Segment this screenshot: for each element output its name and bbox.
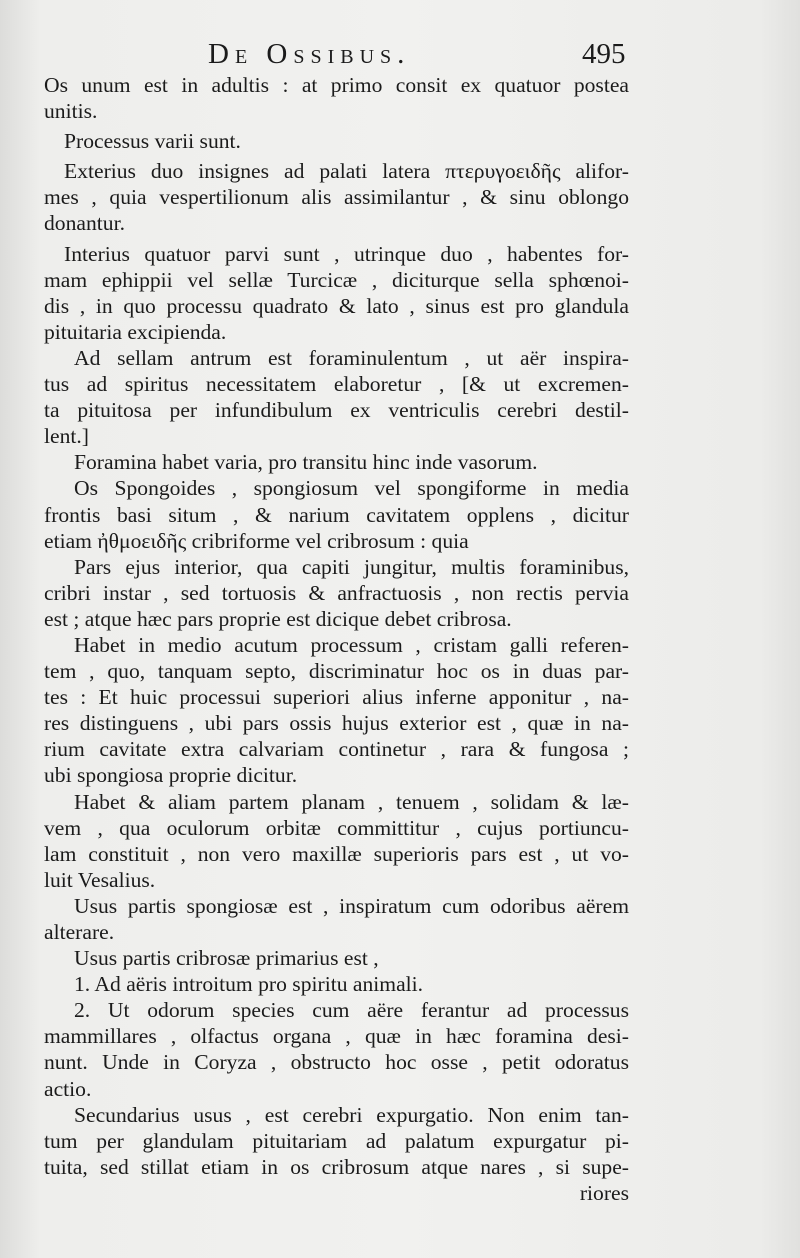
text-line: mes , quia vespertilionum alis assimilantur , & sinu oblongo [44,185,629,210]
text-line: vem , qua oculorum orbitæ committitur , cujus portiuncu- [44,815,629,840]
text-line: 1. Ad aëris introitum pro spiritu animali. [74,972,424,997]
text-line: lam constituit , non vero maxillæ superioris pars est , ut vo- [44,841,629,866]
text-line: actio. [44,1076,92,1101]
text-line: frontis basi situm , & narium cavitatem opplens , dicitur [44,502,629,527]
running-head: De Ossibus. [208,38,411,70]
text-line: donantur. [44,211,125,236]
text-line: Foramina habet varia, pro transitu hinc inde vasorum. [74,450,538,475]
text-line: Secundarius usus , est cerebri expurgatio. Non enim tan- [74,1102,629,1127]
text-line: nunt. Unde in Coryza , obstructo hoc osse , petit odoratus [44,1050,629,1075]
text-line: Pars ejus interior, qua capiti jungitur, multis foraminibus, [74,554,629,579]
text-line: Os unum est in adultis : at primo consit ex quatuor postea [44,73,629,97]
text-line: Processus varii sunt. [64,129,241,154]
text-line: est ; atque hæc pars proprie est dicique debet cribrosa. [44,606,512,631]
text-line: rium cavitate extra calvariam continetur , rara & fungosa ; [44,737,629,762]
text-line: mammillares , olfactus organa , quæ in hæc foramina desi- [44,1024,629,1049]
text-line: res distinguens , ubi pars ossis hujus exterior est , quæ in na- [44,711,629,736]
text-line: pituitaria excipienda. [44,319,227,344]
body-text [44,72,629,1206]
text-line: mam ephippii vel sellæ Turcicæ , diciturque sella sphœnoi- [44,267,629,292]
text-line: tuita, sed stillat etiam in os cribrosum atque nares , si supe- [44,1154,629,1179]
text-line: Exterius duo insignes ad palati latera πτερυγοειδῆς alifor- [64,159,629,184]
text-line: lent.] [44,424,89,449]
text-line: etiam ἠθμοειδῆς cribriforme vel cribrosum : quia [44,528,469,553]
text-line: dis , in quo processu quadrato & lato , sinus est pro glandula [44,293,629,318]
text-line: 2. Ut odorum species cum aëre ferantur ad processus [74,998,629,1023]
text-line: ta pituitosa per infundibulum ex ventriculis cerebri destil- [44,398,629,423]
page-number: 495 [582,38,626,70]
text-line: alterare. [44,920,115,944]
text-line: Usus partis cribrosæ primarius est , [74,946,379,971]
text-line: tus ad spiritus necessitatem elaboretur , [& ut excremen- [44,372,629,397]
text-line: Os Spongoides , spongiosum vel spongiforme in media [74,476,629,501]
text-line: tum per glandulam pituitariam ad palatum expurgatur pi- [44,1128,629,1153]
text-line: cribri instar , sed tortuosis & anfractuosis , non rectis pervia [44,580,629,605]
text-line: Habet in medio acutum processum , cristam galli referen- [74,632,629,657]
text-line: tes : Et huic processui superiori alius inferne apponitur , na- [44,685,629,710]
catchword: riores [579,1180,629,1205]
text-line: Interius quatuor parvi sunt , utrinque duo , habentes for- [64,241,629,266]
text-line: luit Vesalius. [44,867,156,892]
text-line: Habet & aliam partem planam , tenuem , solidam & læ- [74,789,629,814]
text-line: ubi spongiosa proprie dicitur. [44,763,298,788]
text-line: Ad sellam antrum est foraminulentum , ut aër inspira- [74,345,629,370]
text-line: tem , quo, tanquam septo, discriminatur hoc os in duas par- [44,659,629,684]
text-line: Usus partis spongiosæ est , inspiratum cum odoribus aërem [74,893,629,918]
text-line: unitis. [44,99,98,124]
page-header [0,38,800,74]
